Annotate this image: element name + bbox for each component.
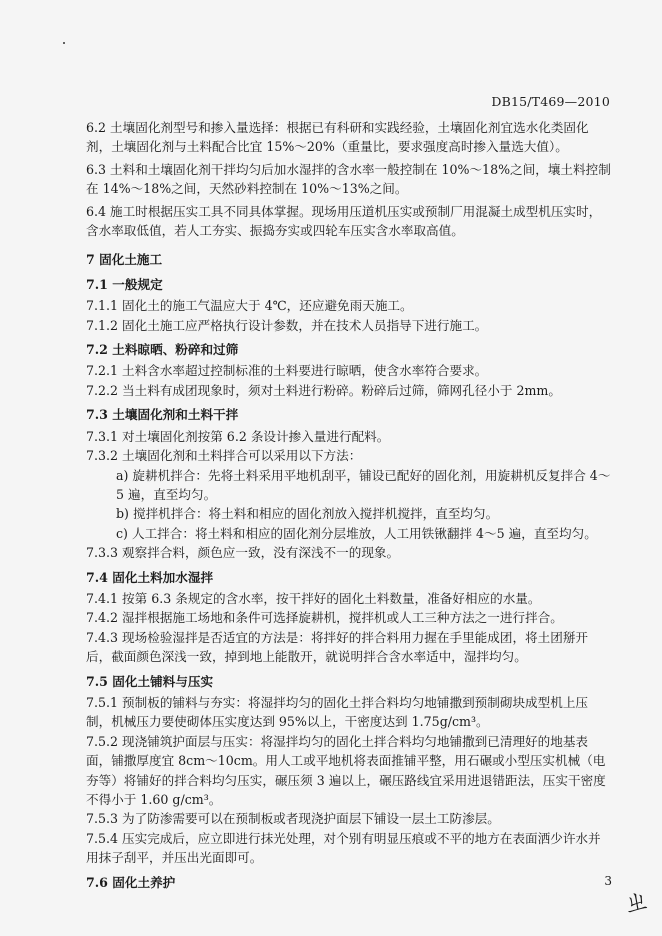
standard-code: DB15/T469—2010 [491, 94, 610, 109]
document-content [86, 118, 612, 894]
paragraph-6-3: 6.3 土料和土壤固化剂干拌均匀后加水湿拌的含水率一般控制在 10%～18%之间，壤土料控制在 14%～18%之间，天然砂料控制在 10%～13%之间。 [86, 161, 611, 197]
paragraph-6-4: 6.4 施工时根据压实工具不同具体掌握。现场用压道机压实或预制厂用混凝土成型机压实时，含水率取低值，若人工夯实、振捣夯实或四轮车压实含水率取高值。 [86, 203, 602, 239]
list-item-b: b) 搅拌机拌合：将土料和相应的固化剂放入搅拌机搅拌，直至均匀。 [116, 506, 499, 522]
paragraph-7-5-1: 7.5.1 预制板的铺料与夯实：将湿拌均匀的固化土拌合料均匀地铺撒到预制砌块成型机上压制，机械压力要使砌体压实度达到 95%以上，干密度达到 1.75g/cm³。 [86, 694, 589, 730]
paragraph-7-3-3: 7.3.3 观察拌合料，颜色应一致，没有深浅不一的现象。 [86, 545, 400, 561]
list-item-c: c) 人工拌合：将土料和相应的固化剂分层堆放，人工用铁锹翻拌 4～5 遍，直至均匀。 [116, 525, 597, 541]
paragraph-7-1-2: 7.1.2 固化土施工应严格执行设计参数，并在技术人员指导下进行施工。 [86, 317, 488, 333]
paragraph-7-1-1: 7.1.1 固化土的施工气温应大于 4℃，还应避免雨天施工。 [86, 298, 413, 314]
paragraph-7-5-4: 7.5.4 压实完成后，应立即进行抹光处理，对个别有明显压痕或不平的地方在表面洒少许水并用抹子刮平，并压出光面即可。 [86, 830, 601, 866]
section-7-6-title: 7.6 固化土养护 [86, 874, 176, 890]
section-7-3-title: 7.3 土壤固化剂和土料干拌 [86, 407, 239, 423]
paragraph-7-5-2: 7.5.2 现浇铺筑护面层与压实：将湿拌均匀的固化土拌合料均匀地铺撒到已清理好的地基表面，铺撒厚度宜 8cm～10cm。用人工或平地机将表面推铺平整，用石碾或小型压实机械（电夯等）将铺好的拌合料均匀压实，碾压须 3 遍以上，碾压路线宜采用进退错距法，压实干密度不得小于 1.60 g/cm³。 [86, 733, 606, 807]
handwritten-mark: ㄓ [619, 882, 654, 921]
paragraph-7-3-1: 7.3.1 对土壤固化剂按第 6.2 条设计掺入量进行配料。 [86, 428, 390, 444]
paragraph-7-2-2: 7.2.2 当土料有成团现象时，须对土料进行粉碎。粉碎后过筛，筛网孔径小于 2mm。 [86, 382, 561, 398]
scan-dot [63, 42, 65, 44]
paragraph-7-2-1: 7.2.1 土料含水率超过控制标准的土料要进行晾晒，使含水率符合要求。 [86, 363, 488, 379]
paragraph-7-5-3: 7.5.3 为了防渗需要可以在预制板或者现浇护面层下铺设一层土工防渗层。 [86, 811, 500, 827]
paragraph-7-3-2: 7.3.2 土壤固化剂和土料拌合可以采用以下方法： [86, 448, 362, 464]
section-7-2-title: 7.2 土料晾晒、粉碎和过筛 [86, 342, 239, 358]
section-7-5-title: 7.5 固化土铺料与压实 [86, 673, 214, 689]
section-7-4-title: 7.4 固化土料加水湿拌 [86, 569, 214, 585]
list-item-a: a) 旋耕机拌合：先将土料采用平地机刮平，铺设已配好的固化剂，用旋耕机反复拌合 4～5 遍，直至均匀。 [116, 467, 611, 502]
paragraph-7-4-1: 7.4.1 按第 6.3 条规定的含水率，按干拌好的固化土料数量，准备好相应的水量。 [86, 590, 541, 606]
section-7-title: 7 固化土施工 [86, 252, 163, 268]
paragraph-7-4-3: 7.4.3 现场检验湿拌是否适宜的方法是：将拌好的拌合料用力握在手里能成团，将土团掰开后，截面颜色深浅一致，掉到地上能散开，就说明拌合含水率适中，湿拌均匀。 [86, 629, 589, 665]
paragraph-7-4-2: 7.4.2 湿拌根据施工场地和条件可选择旋耕机，搅拌机或人工三种方法之一进行拌合。 [86, 610, 563, 626]
page-number: 3 [604, 874, 612, 888]
section-7-1-title: 7.1 一般规定 [86, 276, 163, 292]
paragraph-6-2: 6.2 土壤固化剂型号和掺入量选择：根据已有科研和实践经验，土壤固化剂宜选水化类固化剂，土壤固化剂与土料配合比宜 15%～20%（重量比，要求强度高时掺入量选大值）。 [86, 120, 589, 155]
